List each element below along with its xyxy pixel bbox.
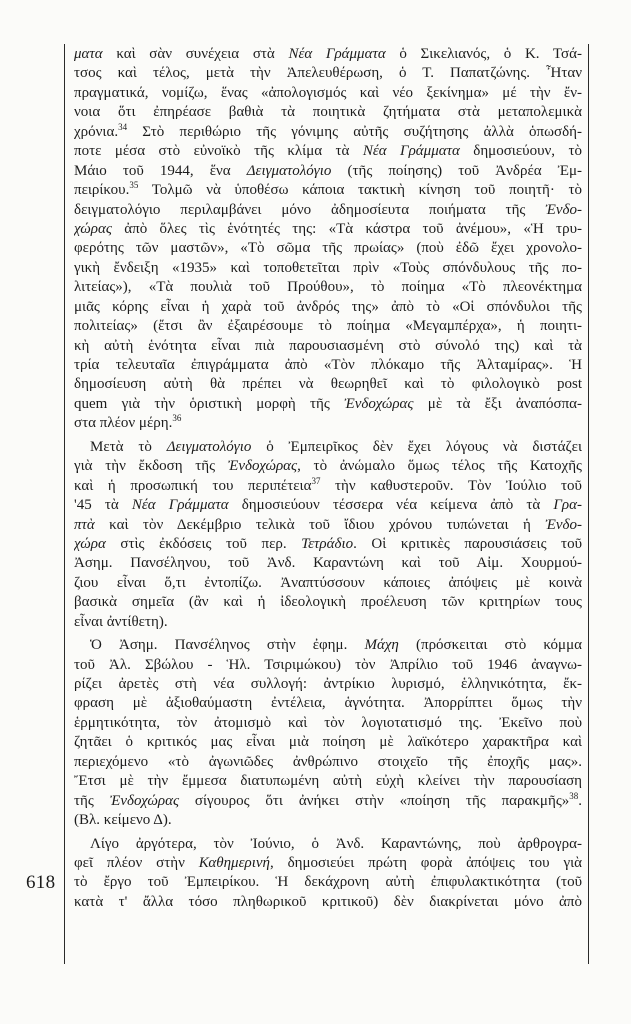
text-run: Λίγο ἀργότερα, τὸν Ἰούνιο, ὁ Ἀνδ. Καραντώνης, ποὺ ἀρθρογρα- bbox=[90, 835, 582, 852]
text-run: μὲ τὰ ἔξι ἀναπόσπα- bbox=[413, 395, 582, 412]
text-run: τὸ ἔργο τοῦ Ἐμπειρίκου. Ἡ δεκάχρονη αὐτὴ ἐπιφυλακτικότητα (τοῦ bbox=[74, 874, 582, 891]
footnote-ref: 34 bbox=[118, 122, 128, 132]
italic-title: Ἐνδο- bbox=[545, 516, 582, 533]
text-run: πολιτείας» (ἔτσι ἂν ἐξαιρέσουμε τὸ ποίημα «Μεγαμπέρχα», ἡ ποιητι- bbox=[74, 318, 582, 335]
text-line bbox=[74, 181, 582, 200]
text-line bbox=[74, 414, 582, 433]
italic-title: Νέα Γράμματα bbox=[288, 46, 386, 62]
text-run: στα πλέον μέρη. bbox=[74, 415, 173, 432]
text-line bbox=[74, 835, 582, 854]
text-run: φραση μὲ ἀξιοθαύμαστη ἐντέλεια, ἁγνότητα. Ἀπορρίπτει ὅμως τὴν bbox=[74, 695, 582, 712]
text-run: γιὰ τὴν ἔκδοση τῆς bbox=[74, 458, 228, 475]
text-run: βασικὰ σημεῖα (ἂν καὶ ἡ ἰδεολογικὴ προέλευση τῶν κριτηρίων τους bbox=[74, 594, 582, 611]
footnote-ref: 37 bbox=[311, 476, 321, 486]
text-run: ὁ Σικελιανός, ὁ Κ. Τσά- bbox=[385, 46, 582, 62]
text-run: τοῦ Ἀλ. Σβώλου - Ἡλ. Τσιριμώκου) τὸν Ἀπρίλιο τοῦ 1946 ἀναγνω- bbox=[74, 656, 582, 673]
text-line bbox=[74, 201, 582, 220]
text-run: τῆς bbox=[74, 792, 110, 809]
text-run: φερότης τῶν μαστῶν», «Τὸ σῶμα τῆς πρωίας» (ποὺ ἐδῶ ἔχει χρονολο- bbox=[74, 240, 582, 257]
text-line bbox=[74, 656, 582, 675]
text-line bbox=[74, 496, 582, 515]
text-line bbox=[74, 636, 582, 655]
text-line bbox=[74, 753, 582, 772]
italic-title: Ἐνδοχώρας bbox=[227, 458, 298, 475]
text-run: στὶς ἐκδόσεις τοῦ περ. bbox=[105, 535, 302, 552]
footnote-ref: 35 bbox=[129, 181, 139, 191]
text-run: τσος καὶ τέλος, μετὰ τὴν Ἀπελευθέρωση, ὁ Τ. Παπατζώνης. Ἦταν bbox=[74, 65, 582, 82]
italic-title: Δειγματολόγιο bbox=[166, 438, 252, 455]
text-run: μιᾶς κόρης εἶναι ἡ χαρὰ τοῦ ἀνδρός της» ἀπὸ τὸ «Οἱ σπόνδυλοι τῆς bbox=[74, 298, 582, 315]
text-line bbox=[74, 675, 582, 694]
right-margin-rule bbox=[588, 44, 589, 964]
page-number: 618 bbox=[26, 872, 56, 893]
text-run: σίγουρος ὅτι ἀνήκει στὴν «ποίηση τῆς παρακμῆς» bbox=[179, 792, 570, 809]
italic-title: Καθημερινή bbox=[198, 854, 270, 871]
text-run: ὁ Ἐμπειρῖκος δὲν ἔχει λόγους νὰ διστάζει bbox=[251, 438, 582, 455]
text-line bbox=[74, 337, 582, 356]
italic-title: Τετράδιο bbox=[301, 535, 354, 552]
text-line bbox=[74, 64, 582, 83]
italic-title: Ἐνδοχώρας bbox=[344, 395, 414, 412]
text-run: νοια ὅτι ἐπηρέασε βαθιὰ τὰ ποιητικὰ ζητήματα στὰ μεταπολεμικὰ bbox=[74, 104, 582, 121]
text-run: τὴν καθυστεροῦν. Τὸν Ἰούλιο τοῦ bbox=[320, 477, 582, 494]
text-line bbox=[74, 457, 582, 476]
text-line bbox=[74, 574, 582, 593]
footnote-ref: 36 bbox=[172, 414, 182, 424]
italic-title: πτὰ bbox=[74, 516, 95, 533]
body-text bbox=[74, 45, 582, 912]
text-run: . bbox=[578, 792, 582, 809]
italic-title: ματα bbox=[74, 46, 103, 62]
text-run: ζητᾶει ὁ κριτικός μας εἶναι μιὰ ποίηση μὲ λαϊκότερο χαρακτῆρα καὶ bbox=[74, 734, 582, 751]
text-line bbox=[74, 535, 582, 554]
text-line bbox=[74, 593, 582, 612]
text-run: τρία τελευταῖα ἐπιγράμματα ἀπὸ «Τὸν πλόκαμο τῆς Ἀλταμίρας». Ἡ bbox=[74, 357, 582, 373]
text-run: , τὸ ἀνώμαλο ὅμως τέλος τῆς Κατοχῆς bbox=[297, 458, 582, 475]
text-line bbox=[74, 103, 582, 122]
text-line bbox=[74, 123, 582, 142]
text-line bbox=[74, 873, 582, 892]
text-run: δειγματολόγιο περιλαμβάνει μόνο ἀδημοσίευτα ποιήματα τῆς bbox=[74, 201, 546, 218]
text-run: καὶ σὰν συνέχεια στὰ bbox=[102, 46, 289, 62]
text-line bbox=[74, 694, 582, 713]
left-margin-rule bbox=[64, 44, 65, 964]
text-run: Ἀσημ. Πανσέληνου, τοῦ Ἀνδ. Καραντώνη καὶ τοῦ Αἰμ. Χουρμού- bbox=[74, 555, 582, 572]
text-run: Ὁ Ἀσημ. Πανσέληνος στὴν ἐφημ. bbox=[90, 637, 365, 654]
text-run: ζιου εἶναι ὅ,τι ἐντοπίζω. Ἀναπτύσσουν κάποιες ἀπόψεις μὲ κοινὰ bbox=[74, 574, 582, 591]
text-run: δημοσιεύουν, τὸ bbox=[459, 143, 582, 160]
text-run: χρόνια. bbox=[74, 123, 119, 140]
text-line bbox=[74, 893, 582, 912]
text-line bbox=[74, 395, 582, 414]
italic-title: Γρα- bbox=[553, 497, 582, 514]
text-line bbox=[74, 298, 582, 317]
text-line bbox=[74, 162, 582, 181]
text-line bbox=[74, 714, 582, 733]
text-line bbox=[74, 792, 582, 811]
italic-title: Δειγματολόγιο bbox=[246, 162, 332, 179]
text-run: καὶ τὸν Δεκέμβριο τελικὰ τοῦ ἴδιου χρόνου τυπώνεται ἡ bbox=[94, 516, 546, 533]
text-line bbox=[74, 375, 582, 394]
text-run: κατὰ τ' ἄλλα τόσο πληθωρικοῦ κριτικοῦ) δὲν διακρίνεται μόνο ἀπὸ bbox=[74, 893, 582, 910]
text-run: ἑρμητικότητα, τὸν ἀτομισμὸ καὶ τὸν λογιοτατισμό της. Ἐκεῖνο ποὺ bbox=[74, 714, 582, 731]
italic-title: Ἐνδο- bbox=[545, 201, 582, 218]
text-run: κὴ αὐτὴ ἑνότητα εἶναι πιὰ παρουσιασμένη στὸ σύνολό της) καὶ τὰ bbox=[74, 337, 582, 354]
text-run: Ἔτσι μὲ τὴν ἔμμεσα διατυπωμένη αὐτὴ εὐχὴ κλείνει τὴν παρουσίαση bbox=[74, 773, 582, 790]
text-run: Μάιο τοῦ 1944, ἕνα bbox=[74, 162, 247, 179]
text-run: (Βλ. κείμενο Δ). bbox=[74, 812, 172, 829]
text-line bbox=[74, 613, 582, 632]
text-run: Μετὰ τὸ bbox=[90, 438, 167, 455]
text-run: εἶναι ἀντίθετη). bbox=[74, 613, 168, 630]
text-line bbox=[74, 220, 582, 239]
text-run: φεῖ πλέον στὴν bbox=[74, 854, 199, 871]
text-run: δημοσιεύουν τέσσερα νέα κείμενα ἀπὸ τὰ bbox=[228, 497, 554, 514]
text-line bbox=[74, 811, 582, 830]
footnote-ref: 38 bbox=[569, 791, 579, 801]
text-run: δημοσίευση αὐτὴ θὰ πρέπει νὰ θεωρηθεῖ καὶ τὸ φιλολογικὸ post bbox=[74, 376, 582, 393]
text-run: γικὴ ἔνδειξη «1935» καὶ τοποθετεῖται πρὶν «Τοὺς σπόνδυλους τῆς πο- bbox=[74, 259, 582, 276]
italic-title: Νέα Γράμματα bbox=[362, 143, 460, 160]
text-run: Τολμῶ νὰ ὑποθέσω κάποια τακτικὴ κίνηση τοῦ ποιητῆ· τὸ bbox=[138, 182, 582, 199]
text-run: ρίζει ἀρετὲς στὴ νέα συλλογή: ἀντρίκιο λυρισμό, ἑλληνικότητα, ἔκ- bbox=[74, 676, 582, 692]
italic-title: Μάχη bbox=[364, 637, 399, 654]
text-run: Στὸ περιθώριο τῆς γόνιμης αὐτῆς συζήτησης ἀλλὰ ὁπωσδή- bbox=[127, 123, 582, 140]
text-line bbox=[74, 516, 582, 535]
italic-title: χώρα bbox=[74, 535, 106, 552]
text-run: quem γιὰ τὴν ὁριστικὴ μορφὴ τῆς bbox=[74, 395, 345, 412]
text-line bbox=[74, 854, 582, 873]
text-run: ἀπὸ ὅλες τὶς ἑνότητές της: «Τὰ κάστρα τοῦ ἀνέμου», «Ἡ τρυ- bbox=[111, 220, 582, 237]
text-line bbox=[74, 356, 582, 375]
text-line bbox=[74, 733, 582, 752]
text-line bbox=[74, 477, 582, 496]
text-run: περιεχόμενο «τὸ ἀγωνιῶδες ἀνθρώπινο στοιχεῖο τῆς ἐποχῆς μας». bbox=[74, 753, 582, 770]
text-line bbox=[74, 438, 582, 457]
text-run: (τῆς ποίησης) τοῦ Ἀνδρέα Ἐμ- bbox=[331, 162, 582, 179]
text-line bbox=[74, 554, 582, 573]
italic-title: χώρας bbox=[74, 220, 112, 237]
italic-title: Νέα Γράμματα bbox=[131, 497, 229, 514]
text-line bbox=[74, 84, 582, 103]
text-run: , δημοσιεύει πρώτη φορὰ ἀπόψεις του γιὰ bbox=[269, 854, 582, 871]
text-run: '45 τὰ bbox=[74, 497, 132, 514]
text-run: (πρόσκειται στὸ κόμμα bbox=[398, 637, 582, 654]
text-run: πειρίκου. bbox=[74, 182, 130, 199]
text-line bbox=[74, 239, 582, 258]
text-line bbox=[74, 45, 582, 64]
text-line bbox=[74, 317, 582, 336]
text-line bbox=[74, 772, 582, 791]
text-line bbox=[74, 259, 582, 278]
text-run: πραγματικά, νομίζω, ἕνας «ἀπολογισμός καὶ νέο ξεκίνημα» μέ τὴν ἔν- bbox=[74, 84, 582, 101]
text-line bbox=[74, 278, 582, 297]
text-line bbox=[74, 142, 582, 161]
text-run: ποτε μέσα στὸ εὐνοϊκὸ τῆς κλίμα τὰ bbox=[74, 143, 363, 160]
text-run: καὶ ἡ προσωπική του περιπέτεια bbox=[74, 477, 312, 494]
text-run: λιτείας»), «Τὰ πουλιὰ τοῦ Προύθου», τὸ ποίημα «Τὸ πλεονέκτημα bbox=[74, 279, 582, 296]
italic-title: Ἐνδοχώρας bbox=[109, 792, 180, 809]
text-run: . Οἱ κριτικὲς παρουσιάσεις τοῦ bbox=[353, 535, 582, 552]
